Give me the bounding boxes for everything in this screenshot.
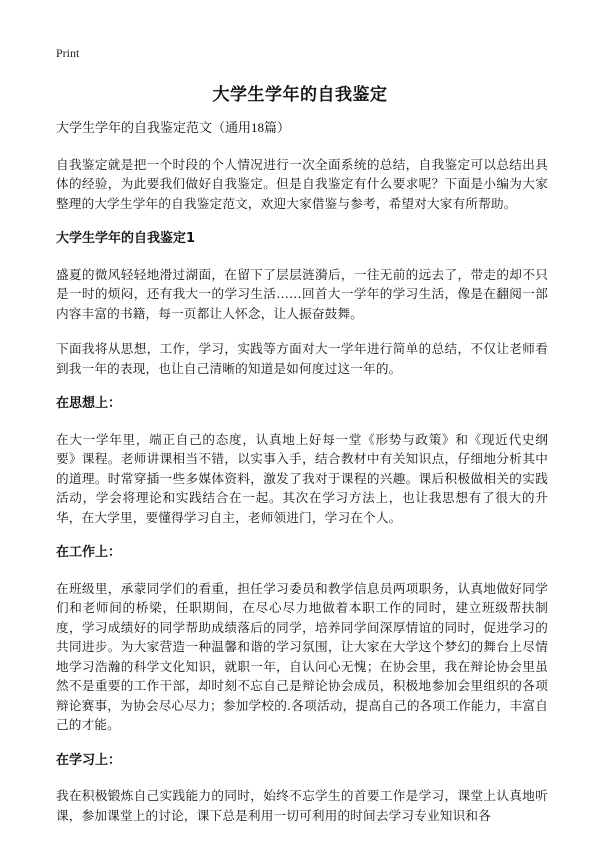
page-title: 大学生学年的自我鉴定 [212, 85, 388, 105]
intro-paragraph: 自我鉴定就是把一个时段的个人情况进行一次全面系统的总结，自我鉴定可以总结出具体的经验，为此要我们做好自我鉴定。但是自我鉴定有什么要求呢？下面是小编为大家整理的大学生学年的自我鉴定范文，欢迎大家借鉴与参考，希望对大家有所帮助。 [56, 156, 548, 211]
print-link[interactable]: Print [56, 46, 80, 60]
section-heading-1: 大学生学年的自我鉴定1 [56, 231, 196, 246]
thought-heading: 在思想上： [56, 396, 122, 411]
study-heading: 在学习上： [56, 752, 122, 768]
section1-paragraph-1: 盛夏的微风轻轻地滑过湖面，在留下了层层涟漪后，一往无前的远去了，带走的却不只是一时的烦闷，还有我大一的学习生活……回首大一学年的学习生活，像是在翻阅一部内容丰富的书籍，每一页都让人怀念，让人振奋鼓舞。 [56, 266, 548, 321]
study-paragraph: 我在积极锻炼自己实践能力的同时，始终不忘学生的首要工作是学习，课堂上认真地听课，参加课堂上的讨论，课下总是利用一切可利用的时间去学习专业知识和各 [56, 788, 548, 823]
article-subtitle: 大学生学年的自我鉴定范文（通用18篇） [56, 120, 291, 135]
work-paragraph: 在班级里，承蒙同学们的看重，担任学习委员和教学信息员两项职务，认真地做好同学们和老师间的桥梁，任职期间，在尽心尽力地做着本职工作的同时，建立班级帮扶制度，学习成绩好的同学帮助成绩落后的同学，培养同学间深厚情谊的同时，促进学习的共同进步。为大家营造一种温馨和谐的学习氛围，让大家在大学这个梦幻的舞台上尽情地学习浩瀚的科学文化知识，就职一年，自认问心无愧；在协会里，我在辩论协会里虽然不是重要的工作干部，却时刻不忘自己是辩论协会成员，积极地参加会里组织的各项辩论赛事，为协会尽心尽力；参加学校的.各项活动，提高自己的各项工作能力，丰富自己的才能。 [56, 580, 548, 732]
section1-paragraph-2: 下面我将从思想，工作，学习，实践等方面对大一学年进行简单的总结，不仅让老师看到我一年的表现，也让自己清晰的知道是如何度过这一年的。 [56, 341, 548, 376]
thought-paragraph: 在大一学年里，端正自己的态度，认真地上好每一堂《形势与政策》和《现近代史纲要》课程。老师讲课相当不错，以实事入手，结合教材中有关知识点，仔细地分析其中的道理。时常穿插一些多媒体资料，激发了我对于课程的兴趣。课后积极做相关的实践活动，学会将理论和实践结合在一起。其次在学习方法上，也让我思想有了很大的升华，在大学里，要懂得学习自主，老师领进门，学习在个人。 [56, 431, 548, 525]
work-heading: 在工作上： [56, 545, 122, 560]
article-body [56, 118, 548, 841]
